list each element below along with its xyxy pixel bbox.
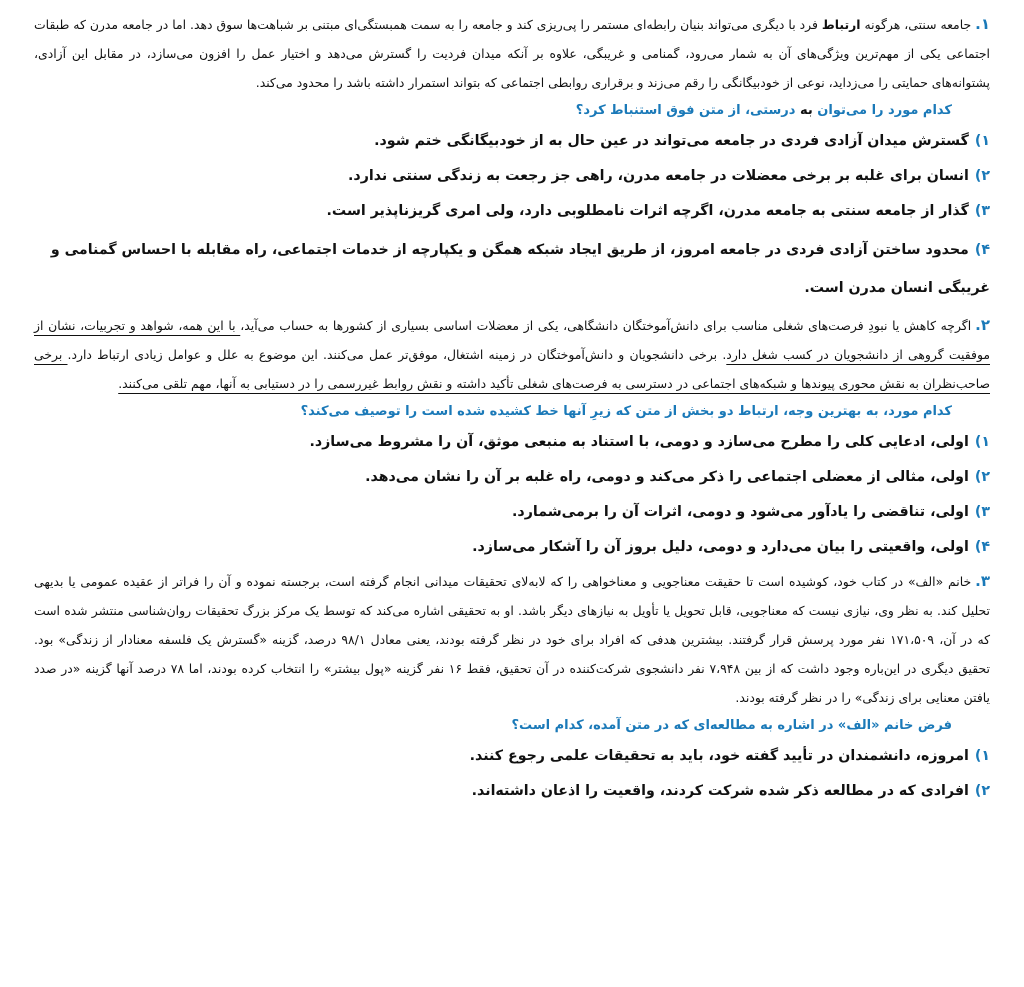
option-1[interactable]: [34, 741, 990, 772]
option-text: محدود ساختن آزادی فردی در جامعه امروز، از طریق ایجاد شبکه همگن و یکپارچه از خدمات اجتماعی، راه مقابله با احساس گمنامی و غریبگی انسان مدرن است.: [50, 242, 990, 296]
question-prompt-3: فرض خانم «الف» در اشاره به مطالعه‌ای که در متن آمده، کدام است؟: [511, 718, 952, 733]
passage-text: اگرچه کاهش یا نبودِ فرصت‌های شغلی مناسب برای دانش‌آموختگان دانشگاهی، یکی از معضلات اساسی بسیاری از کشورها به حساب می‌آید،: [240, 318, 972, 333]
passage-text: جامعه سنتی، هرگونه: [860, 17, 972, 32]
option-text: اولی، تناقضی را یادآور می‌شود و دومی، اثرات آن را برمی‌شمارد.: [512, 504, 969, 520]
option-number: ۱): [974, 133, 990, 149]
option-number: ۱): [974, 748, 990, 764]
option-3[interactable]: [34, 497, 990, 528]
question-text: کدام مورد را می‌توان: [812, 103, 952, 118]
option-text: افرادی که در مطالعه ذکر شده شرکت کردند، واقعیت را اذعان داشته‌اند.: [471, 783, 969, 799]
passage-3: [34, 567, 990, 712]
question-bold-word: به: [799, 103, 813, 118]
passage-1: [34, 10, 990, 97]
question-number: ۱.: [975, 15, 990, 33]
option-number: ۲): [974, 469, 990, 485]
passage-text: خانم «الف» در کتاب خود، کوشیده است تا حقیقت معناجویی و معناخواهی را که لابه‌لای تحقیقات میدانی انجام گرفته است، برجسته نموده و آن را فراتر از عقیده عمومی یا بدیهی تحلیل کند. به نظر وی، نیازی نیست که معناجویی، قابل تحویل یا تأویل به نیازهای دیگر باشد. او به تحقیقی اشاره می‌کند که توسط یک مرکز بزرگ تحقیقات روان‌شناسی منتشر شده است که در آن، ۱۷۱،۵۰۹ نفر مورد پرسش قرار گرفتند. بیشترین هدفی که افراد برای خود در نظر گرفته بودند، یعنی معادل ۹۸/۱ درصد، گزینه «گسترش یک فلسفه معنادار از زندگی» بود. تحقیق دیگری در این‌باره وجود داشت که از بین ۷،۹۴۸ نفر دانشجوی شرکت‌کننده در آن تحقیق، فقط ۱۶ نفر گزینه «پول بیشتر» را انتخاب کرده بودند، اما ۷۸ درصد آنها گزینه «در صدد یافتن معنایی برای زندگی» را در نظر گرفته بودند.: [34, 574, 991, 705]
question-number: ۲.: [975, 316, 990, 334]
passage-bold-word: ارتباط: [821, 17, 861, 32]
option-number: ۴): [974, 242, 990, 258]
option-text: گسترش میدان آزادی فردی در جامعه می‌تواند در عین حال به از خودبیگانگی ختم شود.: [374, 133, 969, 149]
option-number: ۲): [974, 783, 990, 799]
option-text: گذار از جامعه سنتی به جامعه مدرن، اگرچه اثرات نامطلوبی دارد، ولی امری گریزناپذیر است.: [326, 203, 969, 219]
option-text: اولی، مثالی از معضلی اجتماعی را ذکر می‌کند و دومی، راه غلبه بر آن را نشان می‌دهد.: [365, 469, 969, 485]
option-2[interactable]: [34, 462, 990, 493]
option-2[interactable]: [34, 776, 990, 807]
passage-2: [34, 311, 990, 398]
option-text: انسان برای غلبه بر برخی معضلات در جامعه مدرن، راهی جز رجعت به زندگی سنتی ندارد.: [348, 168, 969, 184]
option-number: ۳): [974, 504, 990, 520]
option-text: امروزه، دانشمندان در تأیید گفته خود، باید به تحقیقات علمی رجوع کنند.: [469, 748, 969, 764]
option-number: ۲): [974, 168, 990, 184]
option-4[interactable]: [34, 231, 990, 307]
question-text: درستی، از متن فوق استنباط کرد؟: [575, 103, 800, 118]
option-number: ۴): [974, 539, 990, 555]
option-4[interactable]: [34, 532, 990, 563]
passage-text: . برخی دانشجویان و دانش‌آموختگان در زمینه اشتغال، موفق‌تر عمل می‌کنند. این موضوع به علل و عوامل زیادی ارتباط دارد.: [67, 347, 727, 362]
option-3[interactable]: [34, 196, 990, 227]
option-1[interactable]: [34, 126, 990, 157]
underlined-segment-2: برخی صاحب‌نظران به نقش محوری پیوندها و شبکه‌های اجتماعی در دسترسی به فرصت‌های شغلی تأکید داشته و نقش روابط غیررسمی را در دستیابی به آنها، مهم تلقی می‌کنند.: [34, 347, 990, 391]
question-prompt-1: [34, 100, 952, 122]
question-prompt-2: کدام مورد، به بهترین وجه، ارتباط دو بخش از متن که زیرِ آنها خط کشیده شده است را توصیف می‌کند؟: [300, 404, 952, 419]
underlined-segment-1: با این همه، شواهد و تجربیات، نشان از موفقیت گروهی از دانشجویان در کسب شغل دارد: [34, 318, 990, 362]
option-text: اولی، واقعیتی را بیان می‌دارد و دومی، دلیل بروز آن را آشکار می‌سازد.: [472, 539, 969, 555]
question-number: ۳.: [975, 572, 990, 590]
option-number: ۱): [974, 434, 990, 450]
passage-text: فرد با دیگری می‌تواند بنیان رابطه‌ای مستمر را پی‌ریزی کند و جامعه را به سمت همبستگی‌ای مبتنی بر شباهت‌ها سوق دهد. اما در جامعه مدرن که طبقات اجتماعی یکی از مهم‌ترین ویژگی‌های آن به شمار می‌رود، گمنامی و غریبگی، علاوه بر آنکه میدان فردیت را گسترش می‌دهد و اختیار عمل را افزون می‌سازد، در مقابل این آزادی، پشتوانه‌های حمایتی را می‌زداید، نوعی از خودبیگانگی را رقم می‌زند و برقراری روابطی اجتماعی که بتواند استمرار داشته باشد را محدود می‌کند.: [34, 17, 990, 90]
option-1[interactable]: [34, 427, 990, 458]
option-text: اولی، ادعایی کلی را مطرح می‌سازد و دومی، با استناد به منبعی موثق، آن را مشروط می‌سازد.: [309, 434, 969, 450]
option-2[interactable]: [34, 161, 990, 192]
option-number: ۳): [974, 203, 990, 219]
